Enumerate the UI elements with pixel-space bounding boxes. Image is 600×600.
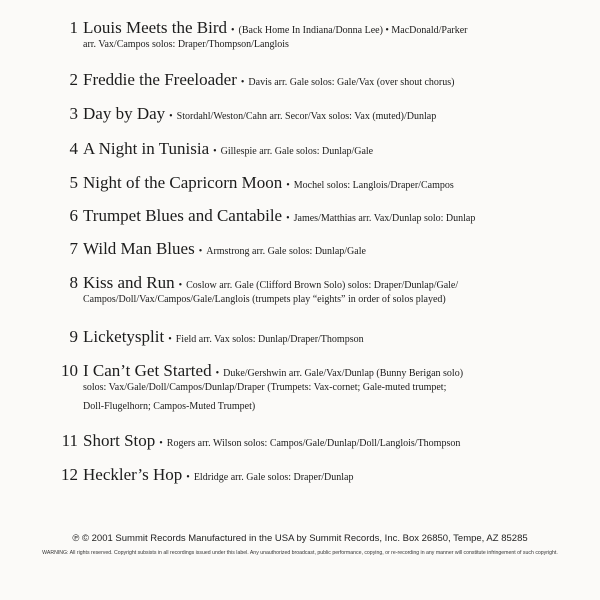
track-title: A Night in Tunisia [83,139,210,158]
track-heading [83,327,364,350]
track-title: Heckler’s Hop [83,465,183,484]
track-heading [83,104,436,127]
track-credits: Mochel solos: Langlois/Draper/Campos [293,180,454,191]
bullet-separator: • [213,146,217,157]
track-credits-continued: Doll-Flugelhorn; Campos-Muted Trumpet) [83,401,256,412]
track-credits: Duke/Gershwin arr. Gale/Vax/Dunlap (Bunny Berigan solo) [223,368,464,379]
track-title: Licketysplit [83,327,165,346]
track-credits: Davis arr. Gale solos: Gale/Vax (over shout chorus) [248,77,455,88]
bullet-separator: • [168,334,172,345]
track-heading [83,239,366,262]
bullet-separator: • [215,368,220,379]
track-title: Night of the Capricorn Moon [83,173,283,192]
track-credits-continued: solos: Vax/Gale/Doll/Campos/Dunlap/Draper (Trumpets: Vax-cornet; Gale-muted trumpet; [83,382,447,393]
track-heading [83,431,460,454]
bullet-separator: • [240,77,245,88]
bullet-separator: • [169,111,173,122]
track-number: 1 [69,18,78,37]
track-heading [83,206,475,229]
bullet-separator: • [159,438,163,449]
track-number: 5 [69,173,78,192]
track-credits: Gillespie arr. Gale solos: Dunlap/Gale [220,146,374,157]
track-credits: Field arr. Vax solos: Dunlap/Draper/Thompson [175,334,364,345]
track-title: Trumpet Blues and Cantabile [83,206,283,225]
track-number: 6 [69,206,78,225]
track-number: 10 [61,361,78,380]
track-credits: Rogers arr. Wilson solos: Campos/Gale/Dunlap/Doll/Langlois/Thompson [166,438,461,449]
track-title: Kiss and Run [83,273,175,292]
bullet-separator: • [186,472,190,483]
track-credits: Eldridge arr. Gale solos: Draper/Dunlap [193,472,354,483]
track-number: 2 [69,70,78,89]
track-number: 12 [61,465,78,484]
track-credits: Armstrong arr. Gale solos: Dunlap/Gale [206,246,366,257]
bullet-separator: • [198,246,203,257]
track-title: Short Stop [83,431,156,450]
track-heading [83,173,454,196]
track-number: 11 [61,431,78,450]
track-title: Day by Day [83,104,166,123]
track-credits-continued: Campos/Doll/Vax/Campos/Gale/Langlois (trumpets play “eights” in order of solos played) [83,294,446,305]
track-credits: Coslow arr. Gale (Clifford Brown Solo) solos: Draper/Dunlap/Gale/ [186,280,459,291]
track-heading [83,465,354,488]
bullet-separator: • [178,280,183,291]
track-number: 7 [69,239,78,258]
track-credits: James/Matthias arr. Vax/Dunlap solo: Dunlap [293,213,476,224]
track-credits: (Back Home In Indiana/Donna Lee) • MacDonald/Parker [238,25,468,36]
warning-line: WARNING: All rights reserved. Copyright subsists in all recordings issued under this label. Any unauthorized broadcast, public performance, copying, or re-recording in any manner will constitute infringement of such copyright. [42,550,558,556]
copyright-line: ℗ © 2001 Summit Records Manufactured in the USA by Summit Records, Inc. Box 26850, Tempe, AZ 85285 [72,533,528,544]
bullet-separator: • [286,213,290,224]
track-number: 3 [69,104,78,123]
track-number: 9 [69,327,78,346]
track-title: Wild Man Blues [83,239,195,258]
bullet-separator: • [231,25,235,36]
track-title: Freddie the Freeloader [83,70,237,89]
track-heading [83,70,454,93]
track-title: Louis Meets the Bird [83,18,228,37]
track-number: 4 [69,139,78,158]
track-heading [83,139,373,162]
track-number: 8 [69,273,78,292]
bullet-separator: • [286,180,290,191]
track-credits-continued: arr. Vax/Campos solos: Draper/Thompson/Langlois [83,39,289,50]
track-credits: Stordahl/Weston/Cahn arr. Secor/Vax solos: Vax (muted)/Dunlap [176,111,437,122]
track-title: I Can’t Get Started [83,361,212,380]
